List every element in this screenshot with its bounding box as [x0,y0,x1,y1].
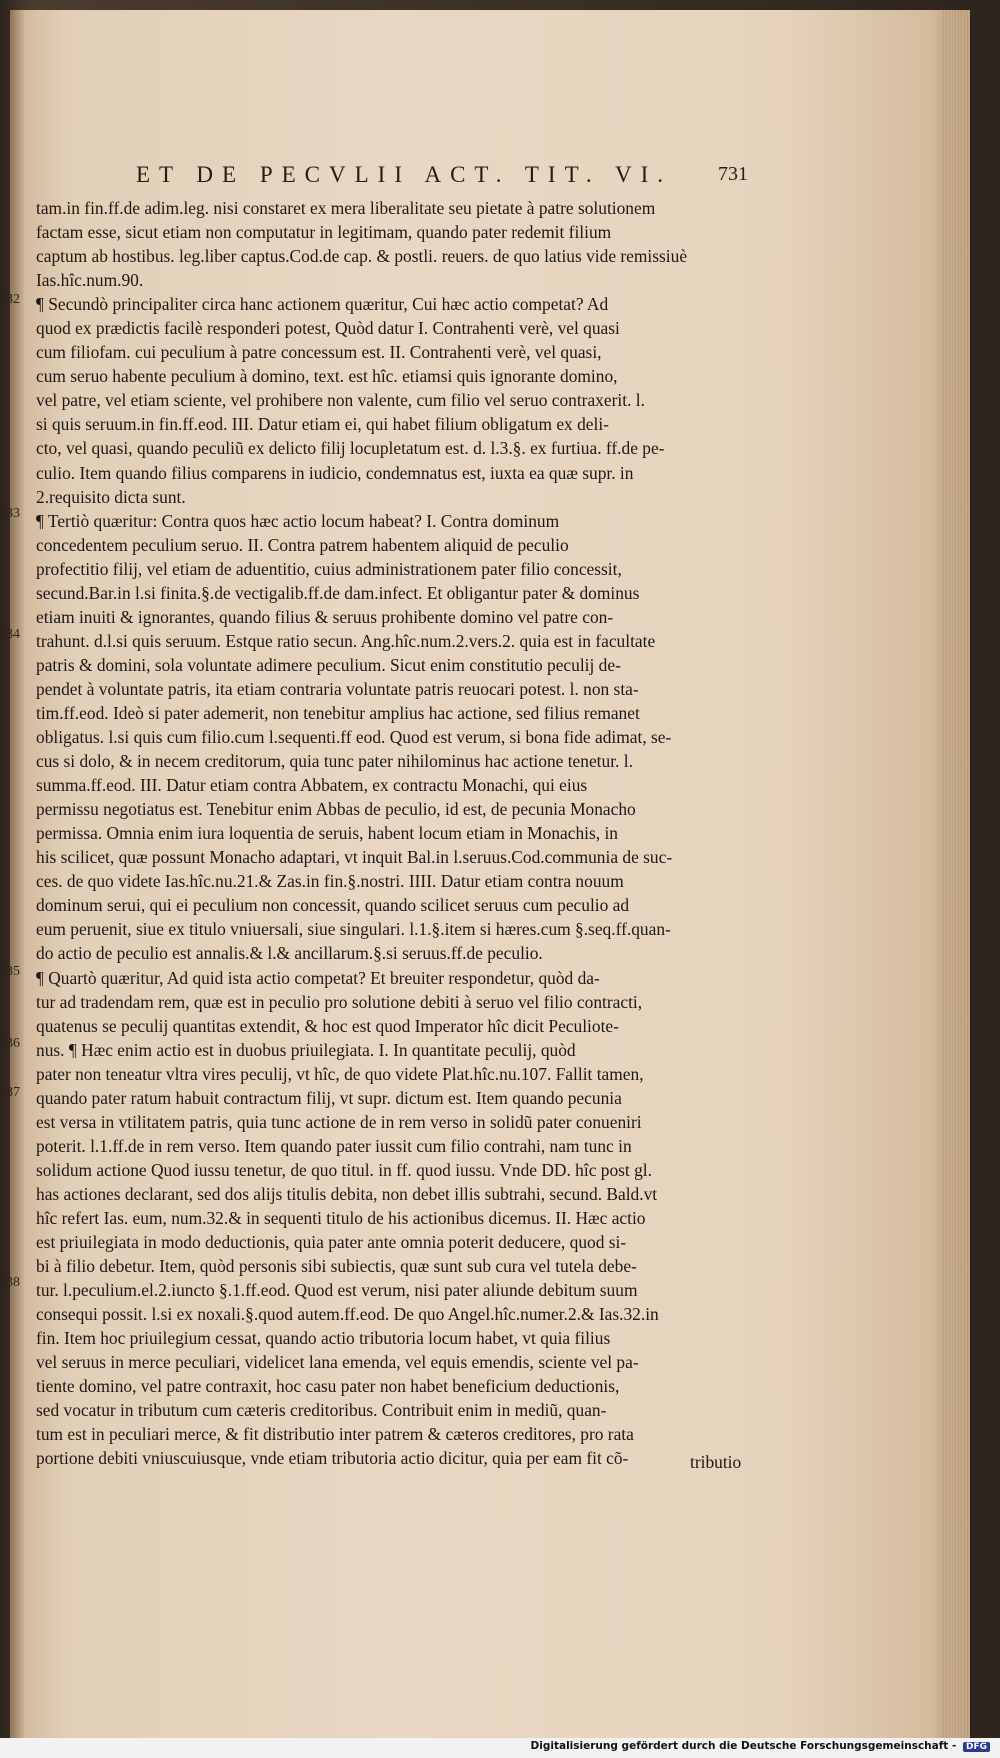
text-line: factam esse, sicut etiam non computatur in legitimam, quando pater redemit filium [36,222,612,243]
body-text [36,196,742,1470]
text-line: tam.in fin.ff.de adim.leg. nisi constaret ex mera liberalitate seu pietate à patre solutionem [36,198,656,218]
dfg-logo: DFG [963,1742,990,1752]
text-line: tur. l.peculium.el.2.iuncto §.1.ff.eod. Quod est verum, nisi pater aliunde debitum suum [36,1280,638,1301]
text-line: summa.ff.eod. III. Datur etiam contra Abbatem, ex contractu Monachi, qui eius [36,775,588,796]
text-line: patris & domini, sola voluntate adimere peculium. Sicut enim constitutio peculij de- [36,654,621,675]
digitization-credit [531,1740,990,1752]
text-line: obligatus. l.si quis cum filio.cum l.sequenti.ff eod. Quod est verum, si bona fide adimat, se- [36,727,672,748]
margin-number: 32 [6,292,20,307]
text-line: pendet à voluntate patris, ita etiam contraria voluntate patris reuocari potest. l. non sta- [36,678,639,699]
text-line: quando pater ratum habuit contractum filij, vt supr. dictum est. Item quando pecunia [36,1087,622,1108]
text-line: si quis seruum.in fin.ff.eod. III. Datur etiam ei, qui habet filium obligatum ex deli- [36,414,609,435]
text-line: solidum actione Quod iussu tenetur, de quo titul. in ff. quod iussu. Vnde DD. hîc post gl. [36,1159,652,1180]
text-line: ¶ Secundò principaliter circa hanc actionem quæritur, Cui hæc actio competat? Ad [36,294,609,315]
text-line: vel patre, vel etiam sciente, vel prohibere non valente, cum filio vel seruo contraxerit. l. [36,390,645,411]
text-line: quatenus se peculij quantitas extendit, & hoc est quod Imperator hîc dicit Peculiote- [36,1015,619,1036]
text-line: cum filiofam. cui peculium à patre concessum est. II. Contrahenti verè, vel quasi, [36,342,602,363]
page-fore-edge [942,10,970,1738]
margin-number: 38 [6,1275,20,1290]
text-line: poterit. l.1.ff.de in rem verso. Item quando pater iussit cum filio contrahi, nam tunc in [36,1135,632,1156]
text-line: hîc refert Ias. eum, num.32.& in sequenti titulo de his actionibus dicemus. II. Hæc actio [36,1207,646,1228]
text-line: profectitio filij, vel etiam de aduentitio, cuius administrationem pater filio concessit, [36,558,622,579]
catchword: tributio [690,1452,742,1472]
text-line: ces. de quo videte Ias.hîc.nu.21.& Zas.in fin.§.nostri. IIII. Datur etiam contra nouum [36,871,624,892]
margin-number: 37 [6,1085,20,1100]
text-line: cus si dolo, & in necem creditorum, quia tunc pater nihilominus hac actione tenetur. l. [36,751,633,772]
text-line: nus. ¶ Hæc enim actio est in duobus priuilegiata. I. In quantitate peculij, quòd [36,1039,576,1060]
text-line: sed vocatur in tributum cum cæteris creditoribus. Contribuit enim in mediũ, quan- [36,1400,607,1421]
text-line: permissa. Omnia enim iura loquentia de seruis, habent locum etiam in Monachis, in [36,823,618,844]
text-line: tim.ff.eod. Ideò si pater ademerit, non tenebitur amplius hac actione, sed filius remanet [36,702,640,723]
running-head: ET DE PECVLII ACT. TIT. VI. [136,162,673,187]
text-line: permissu negotiatus est. Tenebitur enim Abbas de peculio, id est, de pecunia Monacho [36,799,636,820]
text-line: ¶ Tertiò quæritur: Contra quos hæc actio locum habeat? I. Contra dominum [36,510,560,531]
text-line: dominum serui, qui ei peculium non concessit, quando scilicet seruus cum peculio ad [36,895,630,916]
text-line: portione debiti vniuscuiusque, vnde etiam tributoria actio dicitur, quia per eam fit cõ- [36,1448,629,1469]
text-line: concedentem peculium seruo. II. Contra patrem habentem aliquid de peculio [36,534,569,555]
text-line: est priuilegiata in modo deductionis, quia pater ante omnia poterit deducere, quod si- [36,1232,627,1253]
page-number: 731 [718,163,748,185]
text-line: ¶ Quartò quæritur, Ad quid ista actio competat? Et breuiter respondetur, quòd da- [36,967,600,988]
margin-number: 35 [6,964,20,979]
text-line: has actiones declarant, sed dos alijs titulis debita, non debet illis subtrahi, secund. Bald.vt [36,1183,658,1204]
text-line: tur ad tradendam rem, quæ est in peculio pro solutione debiti à seruo vel filio contracti, [36,991,643,1012]
text-line: quod ex prædictis facilè responderi potest, Quòd datur I. Contrahenti verè, vel quasi [36,318,620,339]
text-line: his scilicet, quæ possunt Monacho adaptari, vt inquit Bal.in l.seruus.Cod.communia de suc- [36,847,673,868]
text-line: trahunt. d.l.si quis seruum. Estque ratio secun. Ang.hîc.num.2.vers.2. quia est in facultate [36,630,656,651]
margin-number: 36 [6,1036,20,1051]
text-line: do actio de peculio est annalis.& l.& ancillarum.§.si seruus.ff.de peculio. [36,943,543,964]
text-line: pater non teneatur vltra vires peculij, vt hîc, de quo videte Plat.hîc.nu.107. Fallit tamen, [36,1063,644,1084]
margin-number: 34 [6,627,20,642]
text-line: captum ab hostibus. leg.liber captus.Cod.de cap. & postli. reuers. de quo latius vide remissiuè [36,246,688,267]
text-line: bi à filio debetur. Item, quòd personis sibi subiectis, quæ sunt sub cura vel tutela debe- [36,1256,637,1277]
text-line: culio. Item quando filius comparens in iudicio, condemnatus est, iuxta ea quæ supr. in [36,462,634,483]
text-line: tiente domino, vel patre contraxit, hoc casu pater non habet beneficium deductionis, [36,1376,620,1397]
text-line: 2.requisito dicta sunt. [36,486,186,507]
text-line: etiam inuiti & ignorantes, quando filius & seruus prohibente domino vel patre con- [36,606,614,627]
credit-text: Digitalisierung gefördert durch die Deutsche Forschungsgemeinschaft - [530,1740,957,1752]
text-line: est versa in vtilitatem patris, quia tunc actione de in rem verso in solidũ pater conueniri [36,1111,642,1132]
text-line: vel seruus in merce peculiari, videlicet lana emenda, vel equis emendis, sciente vel pa- [36,1352,639,1373]
text-line: tum est in peculiari merce, & fit distributio inter patrem & cæteros creditores, pro rata [36,1424,634,1445]
text-line: eum peruenit, siue ex titulo vniuersali, siue singulari. l.1.§.item si hæres.cum §.seq.ff.quan- [36,919,671,940]
text-line: secund.Bar.in l.si finita.§.de vectigalib.ff.de dam.infect. Et obligantur pater & dominus [36,582,640,603]
margin-number: 33 [6,506,20,521]
text-line: fin. Item hoc priuilegium cessat, quando actio tributoria locum habet, vt quia filius [36,1328,611,1349]
text-line: cto, vel quasi, quando peculiũ ex delicto filij locupletatum est. d. l.3.§. ex furtiua. ff.de pe- [36,438,665,459]
text-line: cum seruo habente peculium à domino, text. est hîc. etiamsi quis ignorante domino, [36,366,618,387]
text-line: consequi possit. l.si ex noxali.§.quod autem.ff.eod. De quo Angel.hîc.numer.2.& Ias.32.in [36,1304,659,1325]
text-line: Ias.hîc.num.90. [36,270,144,291]
page-gutter [10,10,24,1738]
